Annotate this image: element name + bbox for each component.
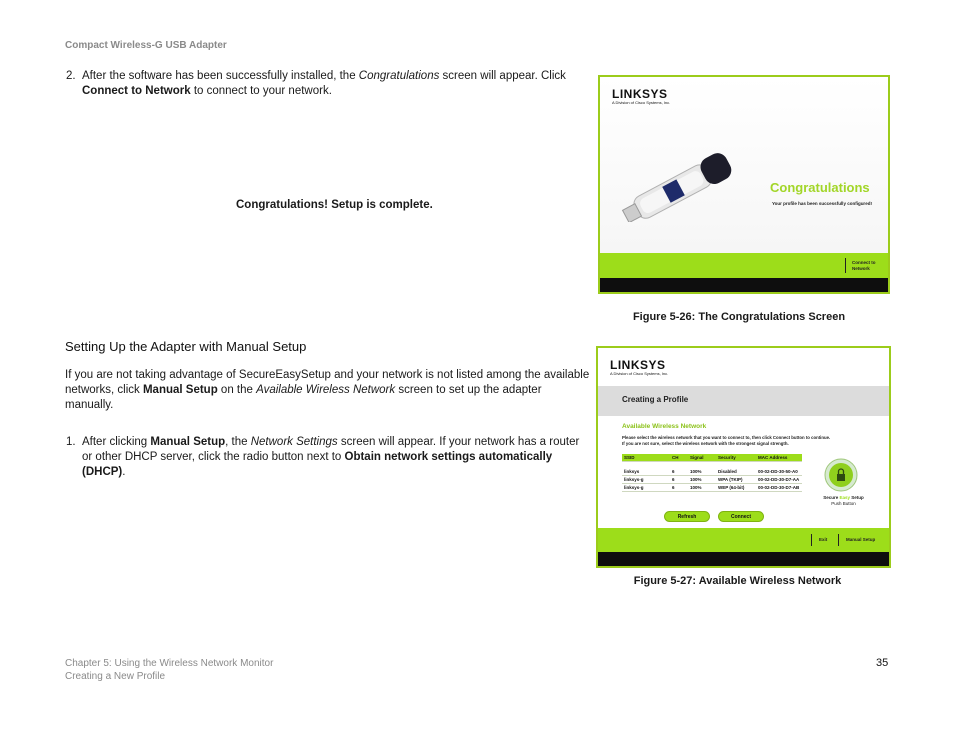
figure-27-caption: Figure 5-27: Available Wireless Network — [633, 575, 842, 587]
text-run: screen will appear. Click — [439, 70, 566, 82]
text-run: . — [122, 466, 126, 478]
ses-label-part: Secure — [823, 495, 839, 500]
brand-subtitle: A Division of Cisco Systems, Inc. — [610, 371, 669, 376]
cell: linksys-g — [622, 475, 670, 483]
congratulations-screenshot — [598, 75, 890, 294]
button-label: Network — [852, 266, 870, 271]
button-label: Connect to — [852, 260, 876, 265]
list-heading: Available Wireless Network — [622, 423, 707, 430]
cell: linksys — [622, 468, 670, 476]
step-2 — [66, 69, 586, 99]
congrats-heading: Congratulations — [770, 180, 870, 195]
figure-26-caption: Figure 5-26: The Congratulations Screen — [632, 311, 846, 323]
text-run-bold: Manual Setup — [142, 384, 218, 396]
connect-to-network-button[interactable] — [852, 260, 876, 272]
cell: linksys-g — [622, 483, 670, 491]
secure-easy-setup-button-icon[interactable] — [824, 458, 858, 492]
text-run: , the — [225, 436, 251, 448]
page-number: 35 — [876, 657, 889, 669]
step-2-number: 2. — [66, 70, 76, 82]
instructions — [622, 435, 884, 446]
available-network-screenshot — [596, 346, 891, 568]
running-header: Compact Wireless-G USB Adapter — [65, 40, 227, 51]
footer-chapter: Chapter 5: Using the Wireless Network Monitor — [65, 658, 274, 669]
text-run: on the — [217, 384, 257, 396]
exit-button[interactable]: Exit — [819, 537, 828, 542]
status-bar — [598, 552, 889, 566]
text-run: screen will appear. If your network has a router or other DHCP server, click the radio button next to — [82, 436, 580, 463]
cell: 100% — [688, 475, 716, 483]
cell: 100% — [688, 483, 716, 491]
text-run: After the software has been successfully installed, the — [82, 70, 359, 82]
footer-section: Creating a New Profile — [65, 671, 166, 682]
cell: 00-02-DD-30-D7-AB — [756, 483, 802, 491]
text-run-bold: Obtain network settings automatically (DHCP) — [82, 451, 553, 478]
cell: 6 — [670, 475, 688, 483]
band-title: Creating a Profile — [622, 395, 689, 404]
table-header-row — [622, 454, 802, 462]
text-run: If you are not taking advantage of SecureEasySetup and your network is not listed among the available networks, click — [65, 369, 590, 396]
ses-sublabel: Push Button — [831, 501, 856, 506]
instruction-line: Please select the wireless network that you want to connect to, then click Connect button to continue. — [622, 435, 831, 440]
brand-name: LINKSYS — [610, 358, 666, 372]
cell: WPA (TKIP) — [716, 475, 756, 483]
cell: 00-02-DD-30-D7-AA — [756, 475, 802, 483]
cell: 00-02-DD-30-50-A0 — [756, 468, 802, 476]
ses-label-part: Easy — [839, 495, 850, 500]
footer — [65, 657, 273, 683]
step-1-number: 1. — [66, 436, 76, 448]
text-run-italic: Available Wireless Network — [256, 384, 396, 396]
col-ssid: SSID — [622, 454, 670, 462]
brand-name: LINKSYS — [612, 87, 668, 101]
text-run-bold: Manual Setup — [150, 436, 226, 448]
manual-setup-button[interactable]: Manual Setup — [846, 537, 876, 542]
section-title: Setting Up the Adapter with Manual Setup — [65, 339, 307, 354]
status-bar — [600, 278, 888, 292]
refresh-button[interactable]: Refresh — [664, 511, 710, 522]
text-run-bold: Connect to Network — [82, 85, 191, 97]
brand-subtitle: A Division of Cisco Systems, Inc. — [612, 100, 671, 105]
cell: 6 — [670, 483, 688, 491]
cell: WEP (64-bit) — [716, 483, 756, 491]
text-run-italic: Congratulations — [358, 70, 440, 82]
step-2-text — [82, 69, 582, 99]
text-run: After clicking — [82, 436, 151, 448]
cell: 100% — [688, 468, 716, 476]
table-row[interactable] — [622, 475, 802, 483]
network-table — [622, 454, 802, 492]
table-row[interactable] — [622, 483, 802, 491]
instruction-line: If you are not sure, select the wireless network with the strongest signal strength. — [622, 440, 789, 446]
intro-paragraph — [65, 368, 590, 413]
text-run-italic: Network Settings — [250, 436, 338, 448]
connect-button[interactable]: Connect — [718, 511, 764, 522]
col-ch: CH — [670, 454, 688, 462]
col-mac: MAC Address — [756, 454, 802, 462]
text-run: screen to set up the adapter manually. — [65, 384, 542, 411]
cell: 6 — [670, 468, 688, 476]
text-run: to connect to your network. — [190, 85, 332, 97]
ses-label-part: Setup — [851, 495, 864, 500]
divider — [838, 534, 839, 546]
cell: Disabled — [716, 468, 756, 476]
divider — [845, 258, 846, 273]
linksys-logo — [610, 358, 668, 376]
usb-adapter-icon — [620, 137, 740, 222]
step-1 — [66, 435, 586, 480]
divider — [811, 534, 812, 546]
success-message: Your profile has been successfully configured! — [772, 201, 872, 206]
table-row[interactable] — [622, 468, 802, 476]
col-signal: Signal — [688, 454, 716, 462]
linksys-logo — [612, 87, 670, 105]
congrats-callout: Congratulations! Setup is complete. — [236, 199, 433, 211]
col-security: Security — [716, 454, 756, 462]
ses-label — [816, 495, 871, 507]
step-1-text — [82, 435, 587, 480]
